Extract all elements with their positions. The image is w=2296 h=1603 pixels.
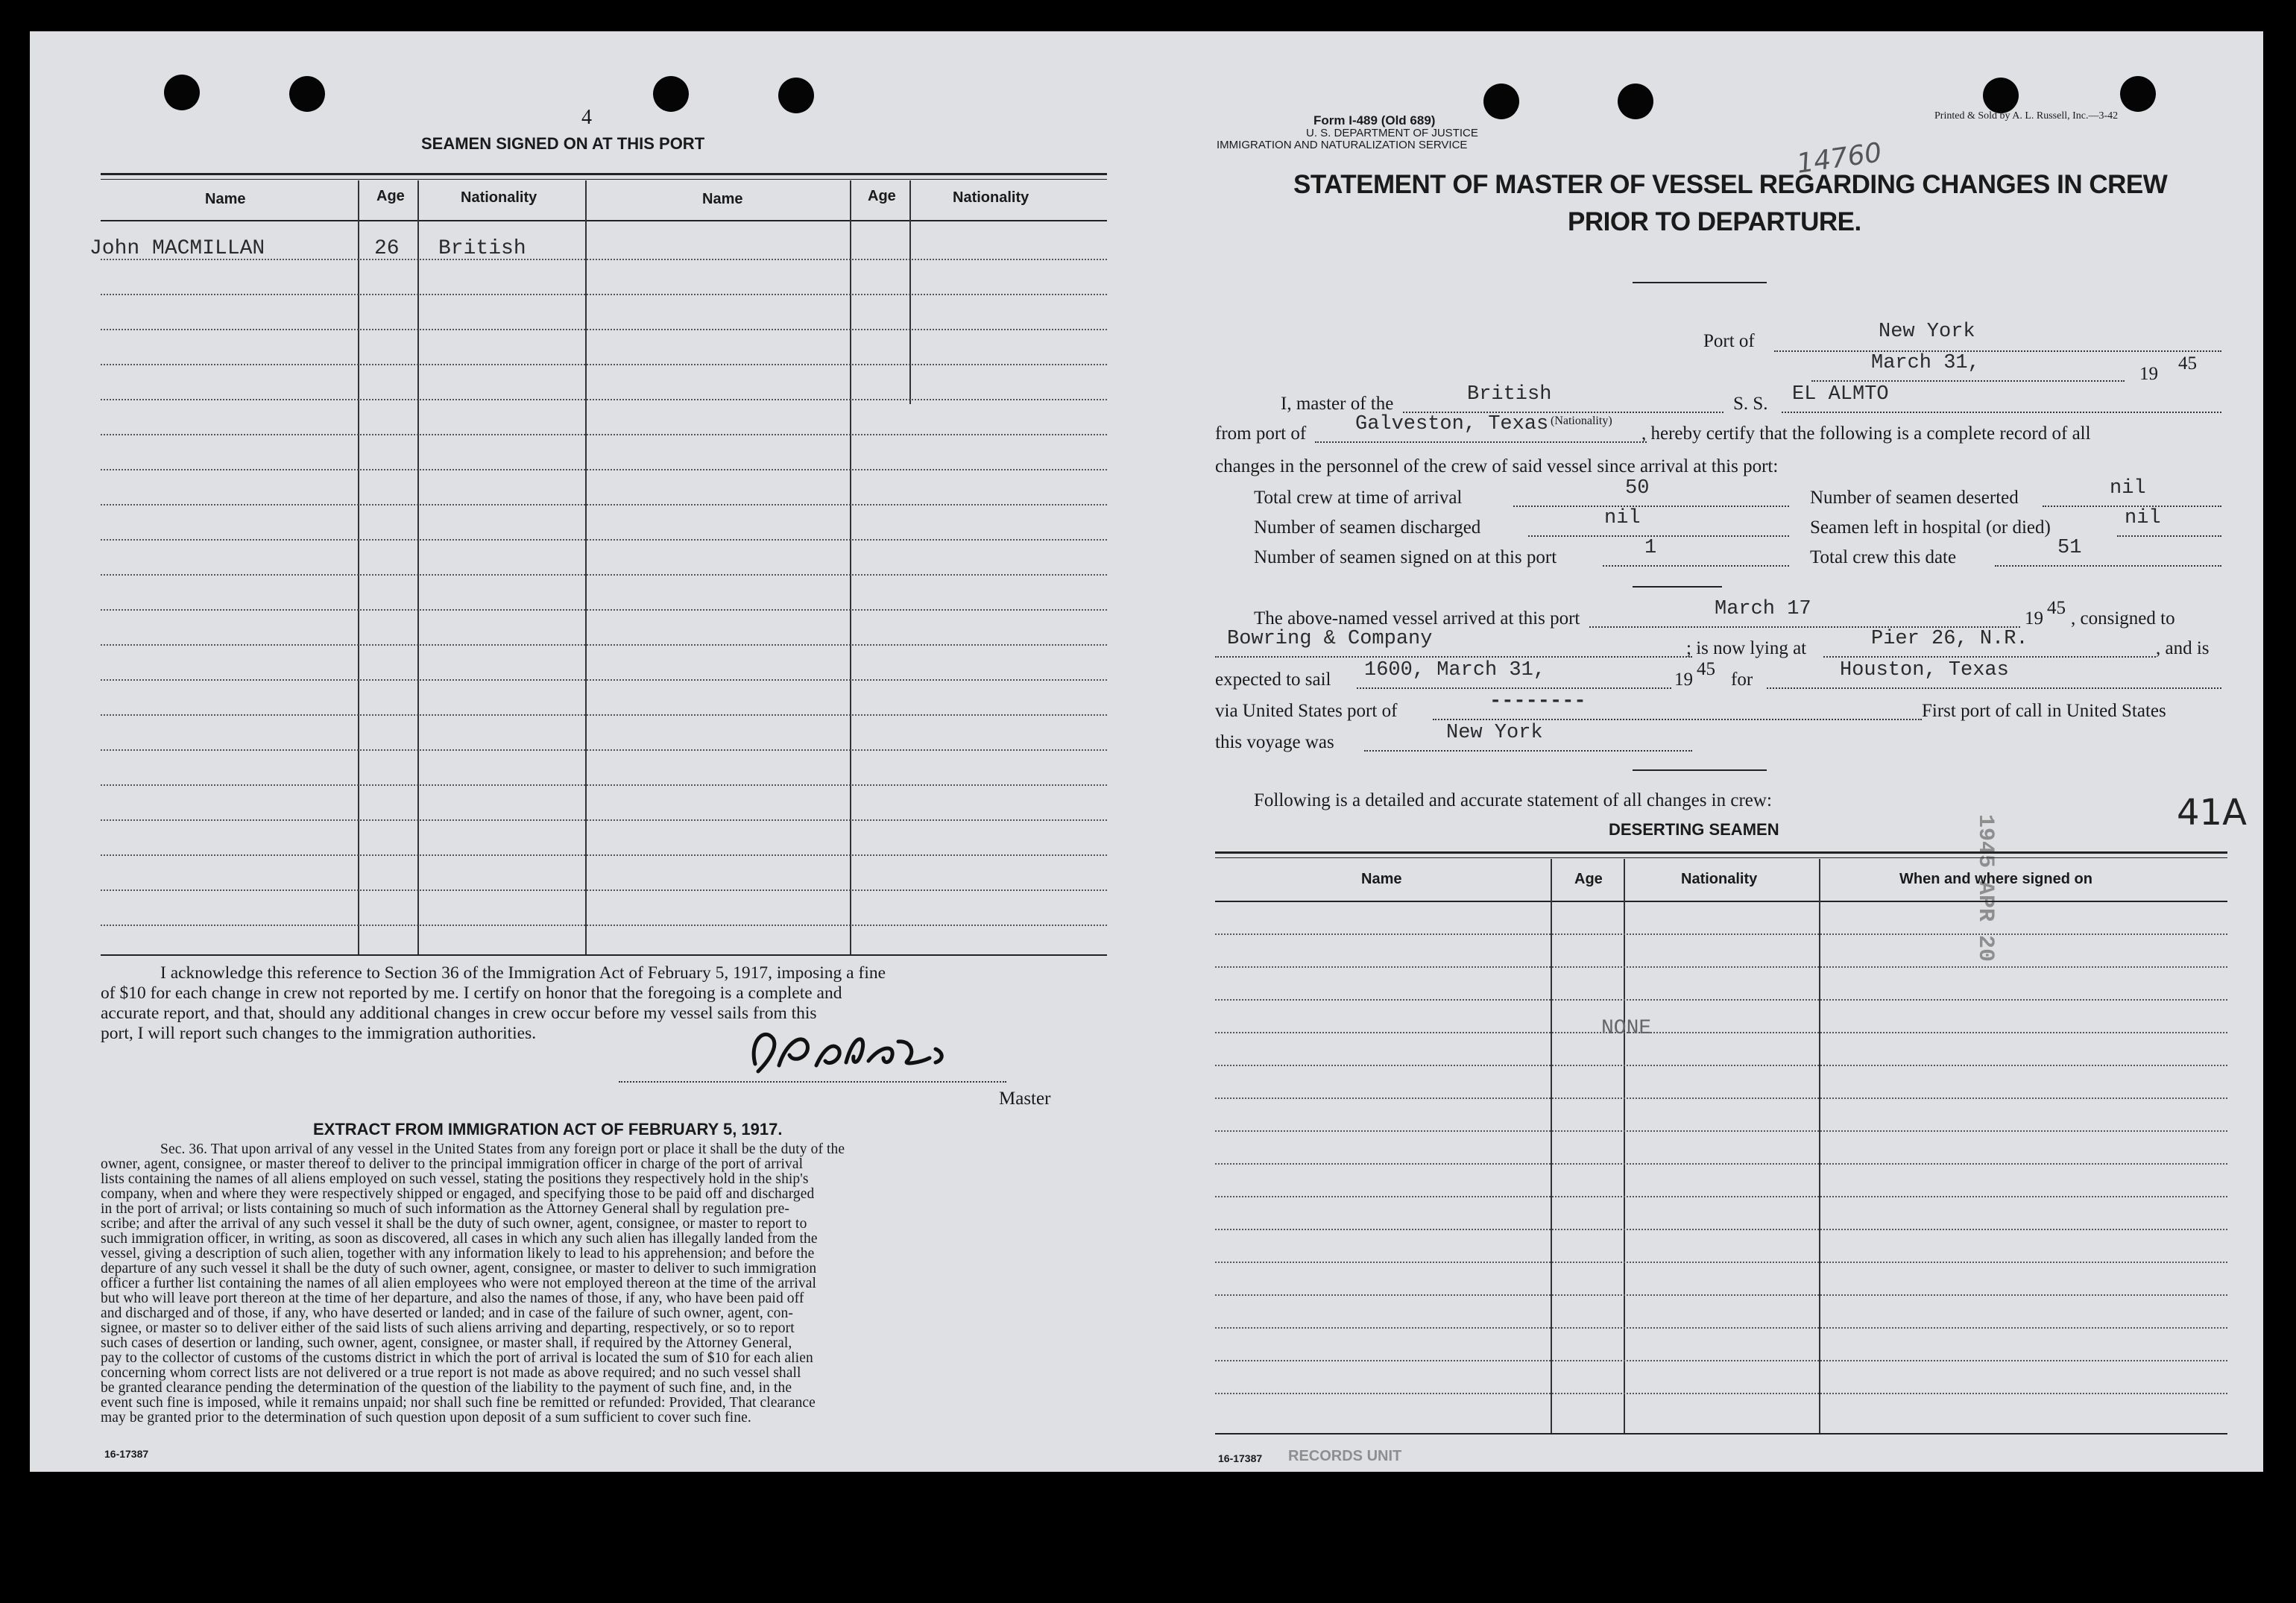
column-header: Age <box>868 188 896 204</box>
deserting-title: DESERTING SEAMEN <box>1609 820 1779 839</box>
binder-hole <box>653 76 689 112</box>
table-row-nationality: British <box>438 237 526 260</box>
for-label: for <box>1731 670 1753 690</box>
form-number: Form I-489 (Old 689) <box>1313 113 1436 127</box>
certify-text: , hereby certify that the following is a complete record of all <box>1641 423 2091 444</box>
form-title-line1: STATEMENT OF MASTER OF VESSEL REGARDING CHANGES IN CREW <box>1293 170 2168 199</box>
binder-hole <box>1483 84 1519 119</box>
ss-label: S. S. <box>1733 394 1768 414</box>
column-header: Age <box>1574 871 1603 887</box>
year-prefix: 19 <box>2139 364 2158 384</box>
binder-hole <box>164 75 200 110</box>
signature-image <box>734 1019 980 1086</box>
column-header: Nationality <box>461 189 537 206</box>
ack-line: accurate report, and that, should any additional changes in crew occur before my vessel sails from this <box>101 1004 817 1023</box>
port-label: Port of <box>1703 331 1755 351</box>
changes-text: changes in the personnel of the crew of said vessel since arrival at this port: <box>1215 456 1779 476</box>
ack-line: of $10 for each change in crew not reported by me. I certify on honor that the foregoing is a complete and <box>101 983 842 1003</box>
column-header: Name <box>1361 871 1402 887</box>
arrived-value: March 17 <box>1715 598 1811 620</box>
from-port-value: Galveston, Texas <box>1355 413 1549 435</box>
records-unit-stamp: RECORDS UNIT <box>1288 1448 1402 1464</box>
total-crew-arrival-value: 50 <box>1625 477 1650 500</box>
extract-line: in the port of arrival; or lists containing so much of such information as the Attorney General shall by regulation pre- <box>101 1201 789 1217</box>
binder-hole <box>289 76 325 112</box>
extract-line: such cases of desertion or landing, such owner, agent, consignee, or master shall, if required by the Attorney General, <box>101 1335 792 1351</box>
extract-line: scribe; and after the arrival of any such vessel it shall be the duty of such owner, agent, consignee, or master to report to <box>101 1216 807 1232</box>
extract-line: event such fine is imposed, while it remains unpaid; nor shall such fine be remitted or refunded: Provided, That clearance <box>101 1395 816 1411</box>
total-crew-date-value: 51 <box>2057 537 2082 559</box>
column-header: Nationality <box>1681 871 1758 887</box>
extract-text <box>101 1142 1106 1426</box>
column-header: When and where signed on <box>1899 871 2092 887</box>
and-is-label: , and is <box>2156 638 2210 658</box>
extract-line: departure of any such vessel it shall be the duty of such owner, agent, consignee, or master to deliver to such immigration <box>101 1261 817 1276</box>
extract-line: vessel, giving a description of such alien, together with any information likely to lead to his apprehension; and before the <box>101 1246 815 1262</box>
year-value: 45 <box>2178 353 2197 374</box>
column-header: Name <box>702 191 743 207</box>
seamen-discharged-label: Number of seamen discharged <box>1254 517 1481 538</box>
for-value: Houston, Texas <box>1840 659 2009 681</box>
seamen-deserted-label: Number of seamen deserted <box>1810 488 2019 508</box>
received-date-stamp: 1945 APR 20 <box>1972 814 1998 963</box>
expected-year-value: 45 <box>1697 659 1715 679</box>
ack-line: port, I will report such changes to the immigration authorities. <box>101 1024 537 1043</box>
seamen-discharged-value: nil <box>1604 507 1641 529</box>
date-value: March 31, <box>1871 352 1980 374</box>
expected-value: 1600, March 31, <box>1364 659 1546 681</box>
extract-line: concerning whom correct lists are not delivered or a true report is not made as above required; and no such vessel shall <box>101 1365 801 1381</box>
form-title-line2: PRIOR TO DEPARTURE. <box>1568 207 1861 236</box>
table-row-name: John MACMILLAN <box>89 237 265 260</box>
footer-code: 16-17387 <box>1218 1452 1263 1464</box>
extract-line: be granted clearance pending the determination of the question of the liability to the payment of such fine, and, in the <box>101 1380 792 1396</box>
extract-line: officer a further list containing the names of all alien employees who were not employed thereon at the time of the arrival <box>101 1276 817 1291</box>
extract-line: but who will leave port thereon at the time of her departure, and also the names of those, if any, who have been paid off <box>101 1291 804 1306</box>
seamen-signed-value: 1 <box>1644 537 1657 559</box>
arrived-label: The above-named vessel arrived at this port <box>1254 608 1580 629</box>
seamen-signed-label: Number of seamen signed on at this port <box>1254 547 1557 567</box>
first-port-label: First port of call in United States <box>1922 701 2166 721</box>
binder-hole <box>1983 78 2019 113</box>
total-crew-date-label: Total crew this date <box>1810 547 1957 567</box>
extract-line: such immigration officer, in writing, as soon as discovered, all cases in which any such alien has illegally landed from the <box>101 1231 818 1247</box>
seamen-deserted-value: nil <box>2110 477 2146 500</box>
extract-line: lists containing the names of all aliens employed on such vessel, stating the positions they respectively hold in the ship's <box>101 1171 809 1187</box>
vessel-name: EL ALMTO <box>1792 383 1889 406</box>
arrived-year-prefix: 19 <box>2025 608 2043 629</box>
following-text: Following is a detailed and accurate statement of all changes in crew: <box>1254 790 1772 810</box>
seamen-hospital-value: nil <box>2125 507 2161 529</box>
binder-hole <box>2120 76 2156 112</box>
master-label: Master <box>999 1089 1051 1109</box>
page-number: 4 <box>581 106 592 129</box>
lying-value: Pier 26, N.R. <box>1871 628 2028 650</box>
total-crew-arrival-label: Total crew at time of arrival <box>1254 488 1463 508</box>
printer-line: Printed & Sold by A. L. Russell, Inc.—3-42 <box>1934 110 2119 122</box>
consignee-value: Bowring & Company <box>1227 628 1433 650</box>
via-label: via United States port of <box>1215 701 1398 721</box>
port-value: New York <box>1879 321 1975 343</box>
master-signature <box>734 1019 980 1090</box>
extract-line: company, when and where they were respectively shipped or engaged, and specifying those to be paid off and discharged <box>101 1186 815 1202</box>
service: IMMIGRATION AND NATURALIZATION SERVICE <box>1217 139 1468 151</box>
department: U. S. DEPARTMENT OF JUSTICE <box>1306 127 1478 139</box>
binder-hole <box>1618 84 1653 119</box>
column-header: Name <box>205 191 246 207</box>
extract-title: EXTRACT FROM IMMIGRATION ACT OF FEBRUARY 5, 1917. <box>313 1120 783 1139</box>
deserting-entry: NONE <box>1601 1017 1652 1040</box>
column-header: Nationality <box>953 189 1029 206</box>
nationality-caption: (Nationality) <box>1551 415 1612 427</box>
master-of-label: I, master of the <box>1281 394 1394 414</box>
seamen-hospital-label: Seamen left in hospital (or died) <box>1810 517 2051 538</box>
footer-code: 16-17387 <box>104 1448 149 1460</box>
voyage-label: this voyage was <box>1215 732 1334 752</box>
extract-line: pay to the collector of customs of the customs district in which the port of arrival is located the sum of $10 for each alien <box>101 1350 813 1366</box>
section-title: SEAMEN SIGNED ON AT THIS PORT <box>421 134 705 153</box>
from-port-label: from port of <box>1215 423 1307 444</box>
column-header: Age <box>376 188 405 204</box>
extract-line: owner, agent, consignee, or master thereof to deliver to the principal immigration officer in charge of the port of arrival <box>101 1156 804 1172</box>
voyage-value: New York <box>1446 722 1543 744</box>
extract-line: and discharged and of those, if any, who have deserted or landed; and in case of the failure of such owner, agent, con- <box>101 1306 793 1321</box>
extract-line: signee, or master so to deliver either of the said lists of such aliens arriving and departing, respectively, or so to report <box>101 1320 795 1336</box>
extract-line: may be granted prior to the determination of such question upon deposit of a sum sufficient to cover such fine. <box>101 1410 751 1426</box>
file-number: 14760 <box>1794 137 1884 180</box>
document-paper <box>30 31 2263 1472</box>
expected-label: expected to sail <box>1215 670 1331 690</box>
annotation-41a: 41A <box>2177 792 2247 834</box>
nationality-value: British <box>1467 383 1552 406</box>
expected-year-prefix: 19 <box>1674 670 1693 690</box>
lying-label: ; is now lying at <box>1686 638 1807 658</box>
consigned-label: , consigned to <box>2071 608 2175 629</box>
extract-line: Sec. 36. That upon arrival of any vessel in the United States from any foreign port or place it shall be the duty of the <box>160 1141 845 1157</box>
table-row-age: 26 <box>374 237 400 260</box>
via-value: -------- <box>1489 690 1586 713</box>
binder-hole <box>778 78 814 113</box>
arrived-year-value: 45 <box>2047 598 2066 618</box>
ack-line: I acknowledge this reference to Section 36 of the Immigration Act of February 5, 1917, imposing a fine <box>160 963 886 983</box>
